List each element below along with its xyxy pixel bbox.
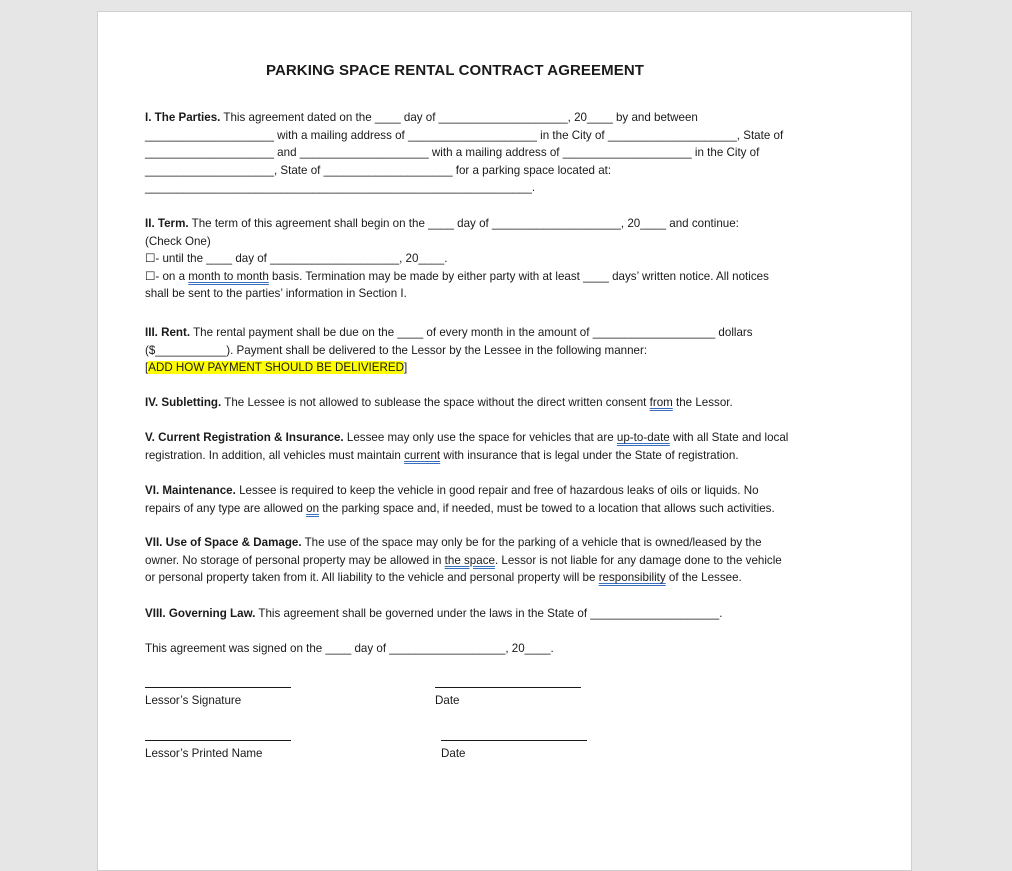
text: The rental payment shall be due on the ____ of every month in the amount of ___________________ dollars: [190, 326, 753, 339]
signed-statement: [145, 640, 825, 658]
text: repairs of any type are allowed: [145, 501, 307, 515]
text: basis. Termination may be made by either party with at least ____ days’ written notice. All notices: [268, 269, 769, 283]
date-label: Date: [435, 694, 460, 707]
text: This agreement was signed on the ____ day of __________________, 20____.: [145, 642, 554, 655]
grammar-flag: from: [649, 396, 673, 409]
text: shall be sent to the parties’ information in Section I.: [145, 287, 407, 301]
section-heading: II. Term.: [145, 217, 189, 230]
text: (Check One): [145, 234, 211, 248]
text: ☐- on a: [145, 269, 189, 283]
section-heading: I. The Parties.: [145, 111, 221, 124]
text: the parking space and, if needed, must be towed to a location that allows such activities.: [319, 501, 775, 515]
lessor-signature-label: Lessor’s Signature: [145, 694, 242, 707]
text: of the Lessee.: [665, 571, 742, 585]
grammar-flag: current: [404, 448, 441, 462]
lessor-printed-name-label: Lessor’s Printed Name: [145, 747, 263, 760]
bracket: ]: [404, 361, 408, 375]
date-line[interactable]: [435, 687, 581, 688]
section-registration: [145, 429, 825, 464]
text: The use of the space may only be for the parking of a vehicle that is owned/leased by the: [301, 536, 762, 549]
checkbox-option-until[interactable]: ☐- until the ____ day of ____________________, 20____.: [145, 252, 448, 266]
highlighted-instruction: ADD HOW PAYMENT SHOULD BE DELIVIERED: [148, 361, 404, 375]
text: ____________________________________________________________.: [145, 181, 536, 195]
signature-line[interactable]: [145, 687, 291, 688]
text: . Lessor is not liable for any damage done to the vehicle: [494, 553, 782, 567]
text: This agreement shall be governed under the laws in the State of ____________________.: [255, 607, 723, 620]
text: The Lessee is not allowed to sublease the space without the direct written consent: [221, 396, 650, 409]
text: The term of this agreement shall begin on the ____ day of ____________________, 20____ and continue:: [188, 217, 739, 230]
text: Lessee is required to keep the vehicle in good repair and free of hazardous leaks of oils or liquids. No: [235, 484, 759, 497]
grammar-flag: responsibility: [598, 571, 666, 585]
text: Lessee may only use the space for vehicles that are: [343, 431, 617, 444]
grammar-flag: on: [306, 501, 320, 515]
date-label: Date: [441, 747, 466, 760]
text: with insurance that is legal under the State of registration.: [440, 448, 739, 462]
text: ____________________ with a mailing address of ____________________ in the City of ____________________, State of: [145, 128, 784, 142]
bracket: [: [145, 361, 149, 375]
section-heading: V. Current Registration & Insurance.: [145, 431, 344, 444]
text: ($___________). Payment shall be delivered to the Lessor by the Lessee in the following manner:: [145, 343, 648, 357]
text: ____________________, State of ____________________ for a parking space located at:: [145, 163, 612, 177]
section-use-damage: [145, 534, 825, 587]
section-heading: VI. Maintenance.: [145, 484, 236, 497]
section-subletting: [145, 394, 825, 412]
grammar-flag: month to month: [188, 269, 269, 283]
section-rent: [145, 324, 825, 377]
text: or personal property taken from it. All liability to the vehicle and personal property will be: [145, 571, 599, 585]
grammar-flag: up-to-date: [616, 431, 670, 444]
text: with all State and local: [669, 431, 789, 444]
text: This agreement dated on the ____ day of ____________________, 20____ by and between: [220, 111, 698, 124]
text: the Lessor.: [672, 396, 733, 409]
section-parties: [145, 109, 825, 197]
section-governing-law: [145, 605, 825, 623]
section-heading: VII. Use of Space & Damage.: [145, 536, 302, 549]
document-page: [97, 11, 912, 871]
text: ____________________ and ____________________ with a mailing address of ____________________ in the City of: [145, 146, 760, 160]
section-heading: IV. Subletting.: [145, 396, 222, 409]
page-title: PARKING SPACE RENTAL CONTRACT AGREEMENT: [265, 62, 645, 79]
section-term: [145, 215, 825, 303]
section-maintenance: [145, 482, 825, 517]
date-line[interactable]: [441, 740, 587, 741]
section-heading: VIII. Governing Law.: [145, 607, 256, 620]
section-heading: III. Rent.: [145, 326, 191, 339]
text: registration. In addition, all vehicles must maintain: [145, 448, 405, 462]
grammar-flag: the space: [444, 553, 495, 567]
text: owner. No storage of personal property may be allowed in: [145, 553, 445, 567]
checkbox-option-month[interactable]: [145, 268, 825, 286]
printed-name-line[interactable]: [145, 740, 291, 741]
